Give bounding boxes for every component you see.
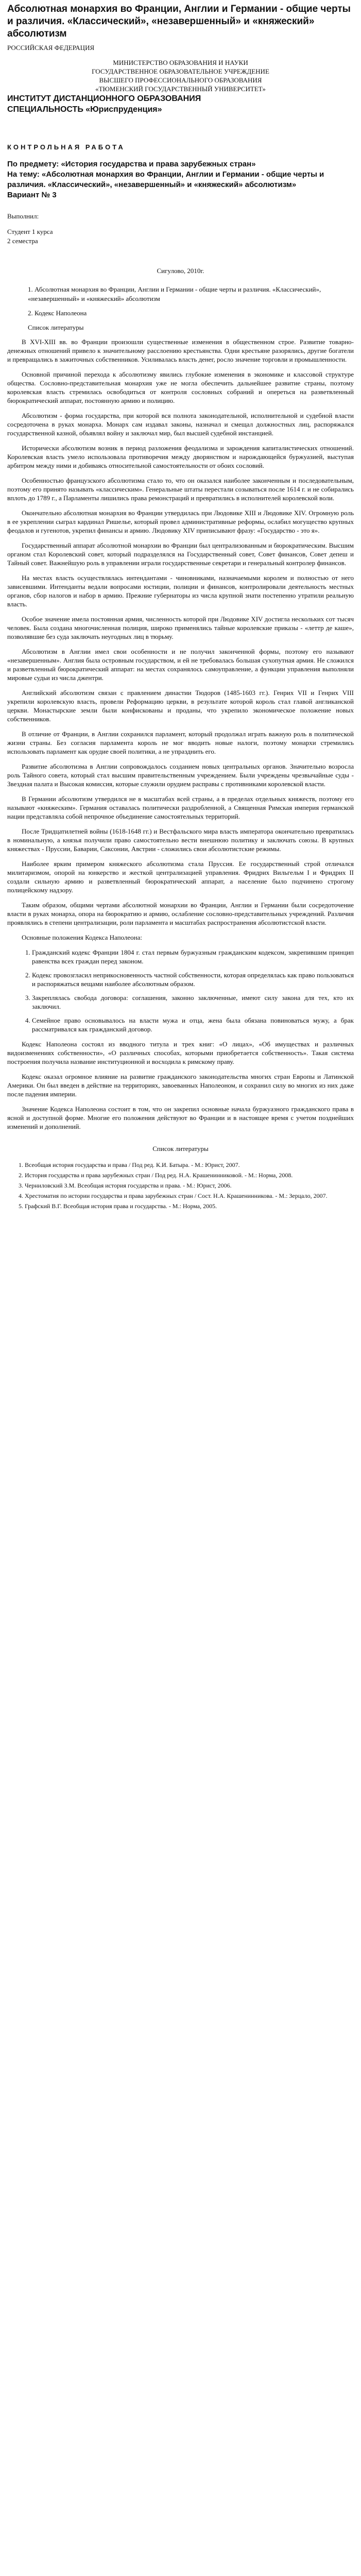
list-item: 3. Закреплялась свобода договора: соглашения, законно заключенные, имеют силу закона для тех, кто их заключил.: [32, 993, 354, 1011]
org-specialty: СПЕЦИАЛЬНОСТЬ «Юриспруденция»: [7, 105, 162, 114]
provisions-list: [7, 948, 354, 1033]
paragraph: Английский абсолютизм связан с правлением династии Тюдоров (1485-1603 гг.). Генрих VII и Генрих VIII укрепили королевскую власть, провели Реформацию церкви, в результате которой король стал главой англиканской церкви. Монастырские земли были конфискованы и проданы, что укрепило экономическое положение новых собственников.: [7, 689, 354, 723]
executor-label: Выполнил:: [7, 212, 39, 220]
student-semester: 2 семестра: [7, 237, 38, 245]
work-variant: Вариант № 3: [7, 191, 57, 199]
reference-item: 4. Хрестоматия по истории государства и права зарубежных стран / Сост. Н.А. Крашенинникова. - М.: Зерцало, 2007.: [25, 1192, 354, 1200]
references-list: [7, 1161, 354, 1210]
paragraph: Таким образом, общими чертами абсолютной монархии во Франции, Англии и Германии были сосредоточение власти в руках монарха, опора на бюрократию и армию, ослабление сословно-представительных учреждений. Различия проявлялись в степени централизации, роли парламента и масштабах распространения абсолютистской власти.: [7, 901, 354, 926]
list-intro: Основные положения Кодекса Наполеона:: [22, 934, 142, 941]
student-course: Студент 1 курса: [7, 228, 53, 235]
list-item: 2. Кодекс провозгласил неприкосновенность частной собственности, которая определялась как право пользоваться и распоряжаться вещами наиболее абсолютным образом.: [32, 971, 354, 988]
paragraph: Развитие абсолютизма в Англии сопровождалось созданием новых центральных органов. Значительно возросла роль Тайного совета, который стал высшим правительственным учреждением. Были учреждены чрезвычайные суды - Звездная палата и Высокая комиссия, которые служили орудием расправы с противниками королевской власти.: [7, 762, 354, 788]
paragraph: В отличие от Франции, в Англии сохранился парламент, который продолжал играть важную роль в политической жизни страны. Без согласия парламента король не мог вводить новые налоги, поэтому монархи стремились использовать парламент как орудие своей политики, а не упразднить его.: [7, 730, 354, 755]
reference-item: 3. Черниловский З.М. Всеобщая история государства и права. - М.: Юрист, 2006.: [25, 1181, 354, 1190]
reference-item: 2. История государства и права зарубежных стран / Под ред. Н.А. Крашенинниковой. - М.: Норма, 2008.: [25, 1171, 354, 1179]
org-institute: ИНСТИТУТ ДИСТАНЦИОННОГО ОБРАЗОВАНИЯ: [7, 94, 201, 103]
work-subject: По предмету: «История государства и права зарубежных стран»: [7, 160, 256, 168]
list-item: 1. Гражданский кодекс Франции 1804 г. стал первым буржуазным гражданским кодексом, закрепившим принцип равенства всех граждан перед законом.: [32, 948, 354, 965]
org-ministry: МИНИСТЕРСТВО ОБРАЗОВАНИЯ И НАУКИ: [113, 59, 248, 66]
org-institution-2: ВЫСШЕГО ПРОФЕССИОНАЛЬНОГО ОБРАЗОВАНИЯ: [99, 76, 262, 84]
reference-item: 5. Графский В.Г. Всеобщая история права и государства. - М.: Норма, 2005.: [25, 1202, 354, 1210]
paragraph: Особое значение имела постоянная армия, численность которой при Людовике XIV достигла нескольких сот тысяч человек. Была создана многочисленная полиция, широко применялись тайные королевские приказы - «леттр де каше», позволявшие без суда заключать неугодных лиц в тюрьму.: [7, 615, 354, 640]
toc-item: 1. Абсолютная монархия во Франции, Англии и Германии - общие черты и различия. «Классический», «незавершенный» и «княжеский» абсолютизм: [28, 285, 321, 302]
paragraph: Наиболее ярким примером княжеского абсолютизма стала Пруссия. Ее государственный строй отличался милитаризмом, опорой на юнкерство и жесткой централизацией управления. Фридрих Вильгельм I и Фридрих II создали сильную армию и разветвленный бюрократический аппарат, а население было подчинено строгому полицейскому надзору.: [7, 860, 354, 894]
section-napoleon-code: [7, 933, 354, 1131]
city-year: Сигулово, 2010г.: [157, 267, 204, 275]
paragraph: В Германии абсолютизм утвердился не в масштабах всей страны, а в пределах отдельных княжеств, поэтому его называют «княжеским». Германия оставалась политически раздробленной, а Священная Римская империя германской нации представляла собой непрочное объединение самостоятельных территорий.: [7, 795, 354, 820]
org-institution-1: ГОСУДАРСТВЕННОЕ ОБРАЗОВАТЕЛЬНОЕ УЧРЕЖДЕНИЕ: [92, 67, 269, 75]
paragraph: Государственный аппарат абсолютной монархии во Франции был централизованным и бюрократическим. Высшим органом стал Королевский совет, который подразделялся на Государственный совет, Совет финансов, Совет депеш и Тайный совет. Важнейшую роль в управлении играли государственные секретари и генеральный контролер финансов.: [7, 541, 354, 567]
paragraph: Окончательно абсолютная монархия во Франции утвердилась при Людовике XIII и Людовике XIV. Огромную роль в ее укреплении сыграл кардинал Ришелье, который провел административные реформы, ослабил могущество крупных феодалов и гугенотов, укрепил финансы и армию. Людовику XIV приписывают фразу: «Государство - это я».: [7, 509, 354, 534]
org-university: «ТЮМЕНСКИЙ ГОСУДАРСТВЕННЫЙ УНИВЕРСИТЕТ»: [95, 85, 266, 93]
work-heading: КОНТРОЛЬНАЯ РАБОТА: [7, 143, 125, 151]
paragraph: На местах власть осуществлялась интендантами - чиновниками, назначаемыми королем и полностью от него зависевшими. Интенданты ведали вопросами юстиции, полиции и финансов, контролировали деятельность местных органов, сбор налогов и набор в армию. Прежние губернаторы из числа крупной знати постепенно утратили реальную власть.: [7, 574, 354, 608]
paragraph: Особенностью французского абсолютизма стало то, что он оказался наиболее законченным и последовательным, поэтому его принято называть «классическим». Генеральные штаты перестали созываться после 1614 г. и не собирались вплоть до 1789 г., а Парламенты лишились права ремонстраций и превратились в исполнителей королевской воли.: [7, 477, 354, 502]
org-country: РОССИЙСКАЯ ФЕДЕРАЦИЯ: [7, 44, 95, 52]
toc-item: Список литературы: [28, 324, 84, 331]
paragraph: После Тридцатилетней войны (1618-1648 гг.) и Вестфальского мира власть императора окончательно превратилась в номинальную, а князья получили право самостоятельно вести внешнюю политику и заключать союзы. В крупных княжествах - Пруссии, Баварии, Саксонии, Австрии - сложились свои абсолютистские режимы.: [7, 827, 354, 853]
references-title: Список литературы: [152, 1145, 209, 1153]
list-item: 4. Семейное право основывалось на власти мужа и отца, жена была обязана повиноваться мужу, а брак рассматривался как гражданский договор.: [32, 1016, 354, 1033]
paragraph: В XVI-XIII вв. во Франции произошли существенные изменения в общественном строе. Развитие товарно-денежных отношений привело к значительному расслоению крестьянства. Одни крестьяне разорялись, другие богатели и превращались в зажиточных собственников. Усиливалась власть денег, росло значение торговли и промышленности.: [7, 338, 354, 363]
paragraph: Кодекс Наполеона состоял из вводного титула и трех книг: «О лицах», «Об имуществах и различных видоизменениях собственности», «О различных способах, которыми приобретается собственность». Такая система построения получила название институционной и восходила к римскому праву.: [7, 1040, 354, 1065]
paragraph: Кодекс оказал огромное влияние на развитие гражданского законодательства многих стран Европы и Латинской Америки. Он был введен в действие на территориях, завоеванных Наполеоном, и сохранил силу во многих из них даже после падения империи.: [7, 1073, 354, 1098]
toc-item: 2. Кодекс Наполеона: [28, 309, 87, 317]
page-title: Абсолютная монархия во Франции, Англии и Германии - общие черты и различия. «Классический», «незавершенный» и «княжеский» абсолютизм: [7, 4, 351, 39]
reference-item: 1. Всеобщая история государства и права / Под ред. К.И. Батыра. - М.: Юрист, 2007.: [25, 1161, 354, 1169]
work-topic: На тему: «Абсолютная монархия во Франции, Англии и Германии - общие черты и различия. «Классический», «незавершенный» и «княжеский» абсолютизм»: [7, 170, 324, 189]
paragraph: Значение Кодекса Наполеона состоит в том, что он закрепил основные начала буржуазного гражданского права в ясной и доступной форме. Многие его положения действуют во Франции и в настоящее время с учетом позднейших изменений и дополнений.: [7, 1105, 354, 1130]
paragraph: Основной причиной перехода к абсолютизму явились глубокие изменения в экономике и классовой структуре общества. Сословно-представительная монархия уже не могла обеспечить дальнейшее развитие страны, поэтому королевская власть стремилась освободиться от контроля сословных собраний и опереться на разветвленный бюрократический аппарат, постоянную армию и полицию.: [7, 370, 354, 404]
table-of-contents: [7, 285, 354, 332]
paragraph: Абсолютизм - форма государства, при которой вся полнота законодательной, исполнительной и судебной власти сосредоточена в руках монарха. Монарх сам издавал законы, назначал и смещал должностных лиц, распоряжался государственной казной, объявлял войну и заключал мир, был высшей судебной инстанцией.: [7, 412, 354, 437]
paragraph: Исторически абсолютизм возник в период разложения феодализма и зарождения капиталистических отношений. Королевская власть умело использовала противоречия между дворянством и нарождающейся буржуазией, выступая арбитром между ними и добиваясь относительной самостоятельности от обоих сословий.: [7, 444, 354, 469]
paragraph: Абсолютизм в Англии имел свои особенности и не получил законченной формы, поэтому его называют «незавершенным». Англия была островным государством, и ей не требовалась большая сухопутная армия. Не сложился и разветвленный бюрократический аппарат: на местах сохранялось самоуправление, а функции управления выполняли мировые судьи из числа джентри.: [7, 648, 354, 682]
section-absolutism: [7, 337, 354, 927]
